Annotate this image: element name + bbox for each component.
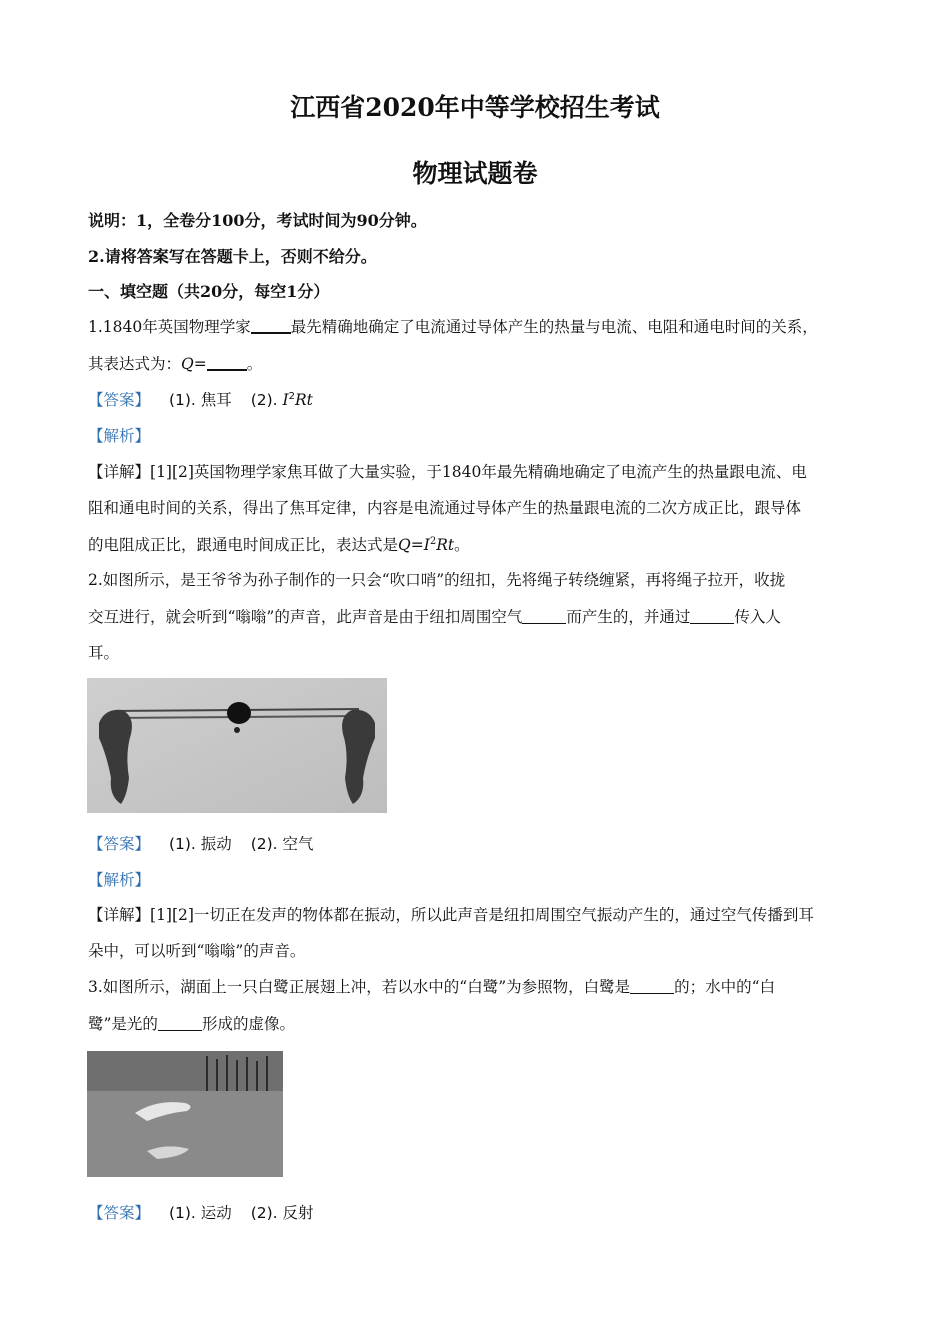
answer-blank [251,317,291,335]
q1-detail-1: [1][2]英国物理学家焦耳做了大量实验，于1840年最先精确地确定了电流产生的热量跟电流、电 [150,463,807,481]
q1-answer-2-rt: Rt [295,391,313,409]
instruction-line-1: 说明：1，全卷分100分，考试时间为90分钟。 [88,211,427,230]
q1-q-var: Q [181,355,194,373]
q1-analysis-tag-line [88,424,150,446]
q1-detail-rt: Rt [436,536,455,554]
q3-text-c: 鹭”是光的 [88,1015,158,1033]
q2-line-3: 耳。 [88,644,120,662]
answer-blank [158,1015,202,1032]
answer-tag: 【答案】 [88,1204,151,1222]
q1-line-2 [88,352,262,374]
answer-blank [207,354,247,372]
q2-answer-2: (2). 空气 [250,835,314,853]
detail-tag: 【详解】 [88,906,151,924]
q1-answer-2-i: I [282,391,289,409]
instruction-line-2: 2.请将答案写在答题卡上，否则不给分。 [88,247,377,266]
answer-blank [630,978,674,995]
far-shore [87,1051,283,1091]
q2-answer-1: (1). 振动 [168,835,232,853]
q2-analysis-tag-line [88,868,150,890]
q1-period: 。 [246,355,263,373]
q2-detail-1: [1][2]一切正在发声的物体都在振动，所以此声音是纽扣周围空气振动产生的，通过空气传播到耳 [150,906,814,924]
q3-text-a: 3.如图所示，湖面上一只白鹭正展翅上冲，若以水中的“白鹭”为参照物，白鹭是 [88,978,631,996]
page-subtitle: 物理试题卷 [412,159,538,188]
q1-text-a: 1.1840年英国物理学家 [88,318,251,336]
q2-answer [88,832,314,854]
answer-blank [522,608,566,625]
q2-line-1: 2.如图所示，是王爷爷为孙子制作的一只会“吹口哨”的纽扣，先将绳子转绕缠紧，再将绳子拉开，收拢 [88,571,786,589]
q2-line-2 [88,605,781,627]
q1-detail-line-1 [88,460,807,482]
q1-answer-2-prefix: (2). [250,391,283,409]
answer-blank [690,608,734,625]
q1-line-1 [88,315,818,337]
q1-answer-1: (1). 焦耳 [168,391,232,409]
analysis-tag: 【解析】 [88,427,151,445]
small-dot [234,727,240,733]
analysis-tag: 【解析】 [88,871,151,889]
q2-detail-line-2: 朵中，可以听到“嗡嗡”的声音。 [88,942,306,960]
egret-photo [87,1051,283,1177]
q1-detail-3a: 的电阻成正比，跟通电时间成正比，表达式是 [88,536,399,554]
q2-text-a: 交互进行，就会听到“嗡嗡”的声音，此声音是由于纽扣周围空气 [88,608,523,626]
q2-detail-line-1 [88,903,814,925]
q2-text-c: 传入人 [734,608,781,626]
section-heading: 一、填空题（共20分，每空1分） [88,282,330,301]
q3-line-2 [88,1012,295,1034]
answer-tag: 【答案】 [88,835,151,853]
q3-answer-1: (1). 运动 [168,1204,232,1222]
q3-text-d: 形成的虚像。 [201,1015,295,1033]
q3-answer [88,1201,314,1223]
q1-detail-line-3 [88,533,470,555]
q1-answer-2-exp: 2 [288,390,296,402]
q1-detail-end: 。 [454,536,470,554]
answer-tag: 【答案】 [88,391,151,409]
q3-line-1 [88,975,775,997]
page-title: 江西省2020年中等学校招生考试 [290,93,660,122]
button-disc [227,702,251,724]
q3-answer-2: (2). 反射 [250,1204,314,1222]
q1-detail-i: I [423,536,430,554]
q2-text-b: 而产生的，并通过 [566,608,691,626]
q1-detail-eq: = [410,536,424,554]
q1-answer-2 [251,391,313,409]
q1-text-c: 其表达式为： [88,355,182,373]
photo-background [87,678,387,813]
q1-answer [88,388,313,410]
q1-text-b: 最先精确地确定了电流通过导体产生的热量与电流、电阻和通电时间的关系， [290,318,818,336]
q1-detail-line-2: 阻和通电时间的关系，得出了焦耳定律，内容是电流通过导体产生的热量跟电流的二次方成正比，跟导体 [88,499,802,517]
q1-eq: = [193,355,207,373]
detail-tag: 【详解】 [88,463,151,481]
q1-detail-exp: 2 [429,535,437,547]
q3-text-b: 的；水中的“白 [674,978,776,996]
q1-detail-q: Q [398,536,411,554]
button-whistle-photo [87,678,387,813]
